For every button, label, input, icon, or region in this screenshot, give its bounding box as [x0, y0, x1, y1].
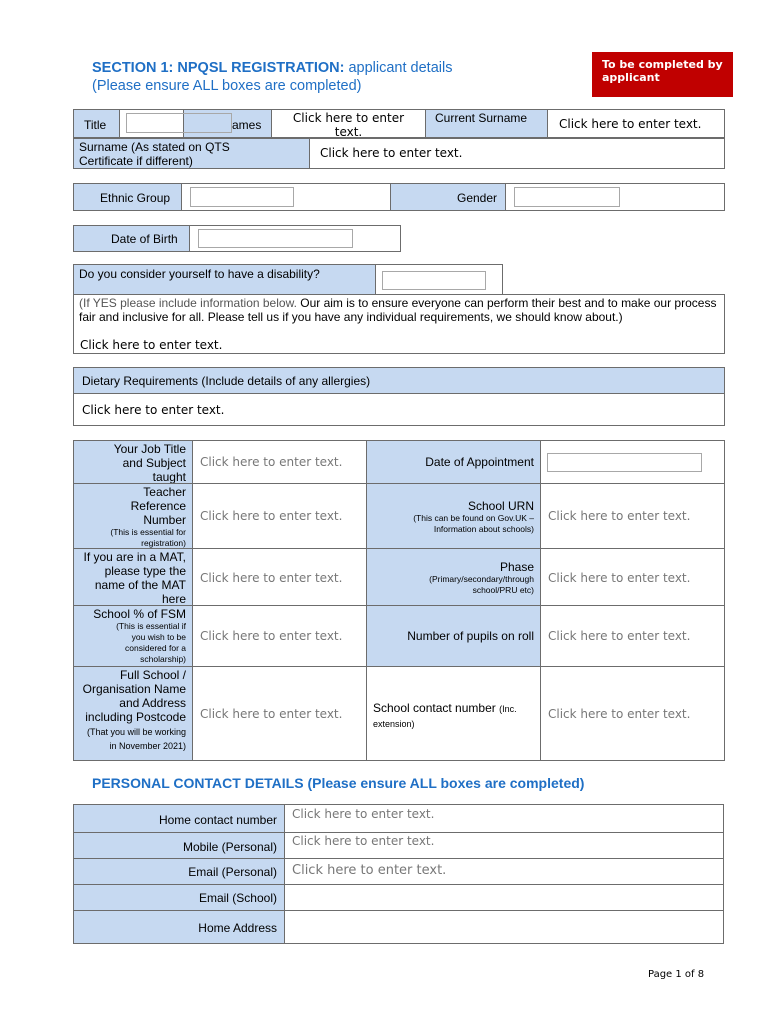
- fsm-value-cell[interactable]: [192, 605, 367, 667]
- email-personal-value-cell[interactable]: [284, 858, 724, 885]
- dietary-value-cell[interactable]: [73, 393, 725, 426]
- mobile-value-cell[interactable]: [284, 832, 724, 859]
- dob-label-cell: [73, 225, 190, 252]
- dob-value-cell: [189, 225, 401, 252]
- urn-label-cell: [366, 483, 541, 549]
- title-label-cell: [73, 109, 120, 138]
- disability-details-input[interactable]: Click here to enter text.: [80, 338, 223, 352]
- email-personal-label-cell: [73, 858, 285, 885]
- mat-value-cell[interactable]: [192, 548, 367, 606]
- date-appointment-label: Date of Appointment: [425, 455, 534, 469]
- home-address-label-cell: [73, 910, 285, 944]
- job-title-value-cell[interactable]: [192, 440, 367, 484]
- pupils-value-cell[interactable]: [540, 605, 725, 667]
- title-input-overlay: [126, 113, 232, 133]
- fsm-label: School % of FSM: [93, 607, 186, 621]
- pupils-label: Number of pupils on roll: [407, 629, 534, 643]
- disability-input[interactable]: [382, 271, 486, 290]
- trn-value-cell[interactable]: [192, 483, 367, 549]
- address-label-cell: [73, 666, 193, 761]
- urn-input[interactable]: Click here to enter text.: [548, 509, 691, 523]
- address-label: Full School / Organisation Name and Address including Postcode: [82, 668, 186, 724]
- pupils-label-cell: [366, 605, 541, 667]
- trn-label: Teacher Reference Number: [130, 485, 186, 527]
- home-contact-value-cell[interactable]: [284, 804, 724, 833]
- mat-label-cell: [73, 548, 193, 606]
- home-address-label: Home Address: [198, 921, 277, 935]
- email-school-label: Email (School): [198, 891, 277, 905]
- mat-label: If you are in a MAT, please type the name of the MAT here: [83, 550, 186, 606]
- gender-input[interactable]: [514, 187, 620, 207]
- disability-question: Do you consider yourself to have a disability?: [79, 267, 320, 281]
- disability-details-cell: [73, 294, 725, 354]
- home-contact-label-cell: [73, 804, 285, 833]
- ethnic-value-cell: [181, 183, 391, 211]
- forenames-input[interactable]: Click here to enter text.: [292, 111, 405, 138]
- personal-heading: PERSONAL CONTACT DETAILS (Please ensure ALL boxes are completed): [92, 775, 585, 791]
- home-contact-label: Home contact number: [158, 813, 277, 827]
- surname-label-cell: [425, 109, 548, 138]
- home-contact-input[interactable]: Click here to enter text.: [292, 807, 435, 821]
- date-appointment-value-cell: [540, 440, 725, 484]
- contact-label: School contact number: [373, 701, 496, 715]
- gender-label: Gender: [457, 191, 498, 205]
- job-title-input[interactable]: Click here to enter text.: [200, 455, 343, 469]
- dob-label: Date of Birth: [111, 232, 178, 246]
- phase-input[interactable]: Click here to enter text.: [548, 571, 691, 585]
- title-label: Title: [84, 118, 107, 132]
- urn-label: School URN: [467, 499, 534, 513]
- ethnic-input[interactable]: [190, 187, 294, 207]
- email-personal-label: Email (Personal): [188, 865, 277, 879]
- mobile-label: Mobile (Personal): [182, 840, 277, 854]
- phase-label-cell: [366, 548, 541, 606]
- dietary-label-cell: [73, 367, 725, 394]
- gender-value-cell: [505, 183, 725, 211]
- disability-info-a: (If YES please include information below.: [79, 296, 297, 310]
- job-title-label-cell: [73, 440, 193, 484]
- dietary-label: Dietary Requirements (Include details of any allergies): [82, 374, 371, 388]
- ethnic-label: Ethnic Group: [100, 191, 171, 205]
- mobile-input[interactable]: Click here to enter text.: [292, 834, 435, 848]
- gender-label-cell: [390, 183, 506, 211]
- forenames-value-cell[interactable]: [271, 109, 426, 138]
- address-input[interactable]: Click here to enter text.: [200, 707, 343, 721]
- applicant-badge-text: To be completed by applicant: [602, 58, 723, 84]
- fsm-note: (This is essential if you wish to be considered for a scholarship): [116, 621, 186, 664]
- surname-input[interactable]: Click here to enter text.: [559, 117, 702, 131]
- surname-value-cell[interactable]: [547, 109, 725, 138]
- trn-input[interactable]: Click here to enter text.: [200, 509, 343, 523]
- fsm-input[interactable]: Click here to enter text.: [200, 629, 343, 643]
- disability-info-b: Our aim is to ensure everyone can perform their best and to make our process fair and inclusive for all. Please tell us if you have any individual requirements, we should know about.): [79, 296, 717, 324]
- qts-surname-label-cell: [73, 138, 310, 169]
- phase-label: Phase: [499, 560, 534, 574]
- address-note: (That you will be working in November 2021): [86, 727, 186, 751]
- mat-input[interactable]: Click here to enter text.: [200, 571, 343, 585]
- dietary-input[interactable]: Click here to enter text.: [82, 403, 225, 417]
- page-number: Page 1 of 8: [648, 969, 705, 980]
- contact-value-cell[interactable]: [540, 666, 725, 761]
- surname-label: Current Surname: [435, 111, 528, 125]
- trn-label-cell: [73, 483, 193, 549]
- home-address-value-cell[interactable]: [284, 910, 724, 944]
- pupils-input[interactable]: Click here to enter text.: [548, 629, 691, 643]
- section-title-bold: SECTION 1: NPQSL REGISTRATION:: [92, 60, 345, 76]
- trn-note: (This is essential for registration): [110, 527, 186, 548]
- qts-surname-input[interactable]: Click here to enter text.: [320, 146, 463, 160]
- qts-surname-label: Surname (As stated on QTS Certificate if different): [79, 140, 230, 168]
- phase-note: (Primary/secondary/through school/PRU etc): [429, 574, 534, 595]
- disability-answer-cell: [375, 264, 503, 295]
- email-school-value-cell[interactable]: [284, 884, 724, 911]
- forenames-label: ames: [232, 118, 262, 132]
- email-personal-input[interactable]: Click here to enter text.: [292, 863, 447, 878]
- urn-note: (This can be found on Gov.UK – Information about schools): [413, 513, 534, 534]
- contact-label-cell: [366, 666, 541, 761]
- ethnic-label-cell: [73, 183, 182, 211]
- address-value-cell[interactable]: [192, 666, 367, 761]
- job-title-label: Your Job Title and Subject taught: [113, 442, 186, 484]
- date-appointment-label-cell: [366, 440, 541, 484]
- contact-note: (Inc. extension): [373, 704, 517, 729]
- mobile-label-cell: [73, 832, 285, 859]
- disability-question-cell: [73, 264, 376, 295]
- section-subtitle: (Please ensure ALL boxes are completed): [92, 78, 362, 94]
- contact-input[interactable]: Click here to enter text.: [548, 707, 691, 721]
- fsm-label-cell: [73, 605, 193, 667]
- email-school-label-cell: [73, 884, 285, 911]
- section-title-rest: applicant details: [344, 60, 453, 76]
- dob-input[interactable]: [198, 229, 353, 248]
- qts-surname-value-cell[interactable]: [309, 138, 725, 169]
- urn-value-cell[interactable]: [540, 483, 725, 549]
- date-appointment-input[interactable]: [547, 453, 702, 472]
- phase-value-cell[interactable]: [540, 548, 725, 606]
- section-title: [92, 59, 572, 95]
- applicant-badge: [592, 52, 733, 97]
